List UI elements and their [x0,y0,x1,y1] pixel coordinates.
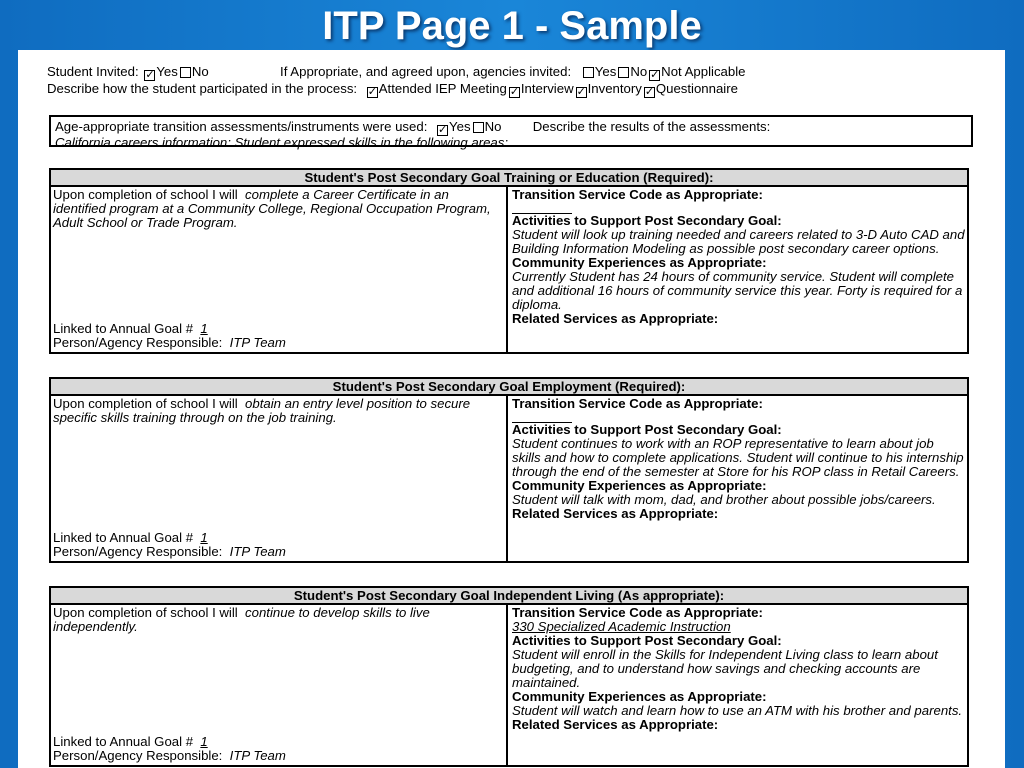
interview-label: Interview [520,81,574,96]
related-label: Related Services as Appropriate: [512,717,719,732]
assessment-describe-label: Describe the results of the assessments: [532,119,771,134]
responsible-label: Person/Agency Responsible: [53,748,223,763]
responsible-label: Person/Agency Responsible: [53,544,223,559]
goal-right-column [510,605,967,733]
agencies-no-checkbox[interactable] [618,67,629,78]
agencies-label: If Appropriate, and agreed upon, agencies invited: [280,64,572,79]
community-text: Student will talk with mom, dad, and brother about possible jobs/careers. [512,492,936,507]
related-label: Related Services as Appropriate: [512,506,719,521]
goal-training-section [49,168,969,354]
goal-left-column [51,605,508,765]
community-label: Community Experiences as Appropriate: [512,689,767,704]
agencies-na-checkbox[interactable]: ✓ [650,69,660,81]
tsc-label: Transition Service Code as Appropriate: [512,605,763,620]
agencies-na-label: Not Applicable [661,64,746,79]
goal-header: Student's Post Secondary Goal Training or Education (Required): [51,170,967,187]
responsible-label: Person/Agency Responsible: [53,335,223,350]
goal-text: obtain an entry level position to secure specific skills training through on the job training. [53,396,471,425]
linked-goal-label: Linked to Annual Goal # [53,321,194,336]
activities-label: Activities to Support Post Secondary Goal: [512,422,782,437]
invited-yes-checkbox[interactable]: ✓ [145,69,155,81]
interview-checkbox[interactable]: ✓ [509,86,520,98]
questionnaire-label: Questionnaire [655,81,738,96]
assessment-yes-checkbox[interactable]: ✓ [438,124,448,136]
attended-checkbox[interactable]: ✓ [367,86,377,98]
attended-label: Attended IEP Meeting [378,81,507,96]
inventory-checkbox[interactable]: ✓ [576,86,586,98]
participation-line [47,82,738,98]
linked-goal-label: Linked to Annual Goal # [53,530,194,545]
goal-employment-section [49,377,969,563]
completion-prefix: Upon completion of school I will [53,605,238,620]
linked-goal-value: 1 [200,321,208,336]
invited-no-checkbox[interactable] [180,67,191,78]
goal-text: complete a Career Certificate in an identified program at a Community College, Regional Occupation Program, Adult School or Trade Program. [53,187,491,230]
assessment-result: California careers information: Student expressed skills in the following areas: [55,135,508,150]
related-label: Related Services as Appropriate: [512,311,719,326]
tsc-value: 330 Specialized Academic Instruction [512,619,731,634]
agencies-yes-checkbox[interactable] [583,67,594,78]
responsible-value: ITP Team [229,335,286,350]
goal-header: Student's Post Secondary Goal Independent Living (As appropriate): [51,588,967,605]
assessment-yes-label: Yes [449,119,471,134]
agencies-yes-label: Yes [594,64,617,79]
activities-label: Activities to Support Post Secondary Goal: [512,633,782,648]
student-invited-label: Student Invited: [47,64,139,79]
community-text: Currently Student has 24 hours of community service. Student will complete and additional 16 hours of community service this year. Forty is required for a diploma. [512,269,963,312]
activities-text: Student will enroll in the Skills for Independent Living class to learn about budgeting, and to understand how savings and checking accounts are maintained. [512,647,938,690]
responsible-value: ITP Team [229,544,286,559]
assessment-no-checkbox[interactable] [473,122,484,133]
slide-title: ITP Page 1 - Sample [322,4,702,48]
activities-text: Student will look up training needed and careers related to 3-D Auto CAD and Building Information Modeling as possible post secondary career options. [512,227,965,256]
student-invited-line [47,65,745,81]
tsc-label: Transition Service Code as Appropriate: [512,187,763,202]
participation-label: Describe how the student participated in the process: [47,81,358,96]
goal-text: continue to develop skills to live independently. [53,605,430,634]
assessment-no-label: No [484,119,502,134]
inventory-label: Inventory [587,81,642,96]
goal-right-column [510,396,967,522]
assessment-label: Age-appropriate transition assessments/instruments were used: [55,119,428,134]
assessment-box [49,115,973,150]
goal-left-column [51,396,508,561]
goal-right-column [510,187,967,327]
activities-label: Activities to Support Post Secondary Goal: [512,213,782,228]
linked-goal-label: Linked to Annual Goal # [53,734,194,749]
goal-independent-living-section [49,586,969,767]
community-label: Community Experiences as Appropriate: [512,255,767,270]
invited-yes-label: Yes [156,64,178,79]
questionnaire-checkbox[interactable]: ✓ [644,86,655,98]
goal-left-column [51,187,508,352]
agencies-no-label: No [630,64,648,79]
itp-document [18,50,1005,768]
linked-goal-value: 1 [200,530,208,545]
responsible-value: ITP Team [229,748,286,763]
linked-goal-value: 1 [200,734,208,749]
invited-no-label: No [191,64,209,79]
tsc-label: Transition Service Code as Appropriate: [512,396,763,411]
community-label: Community Experiences as Appropriate: [512,478,767,493]
completion-prefix: Upon completion of school I will [53,187,238,202]
goal-header: Student's Post Secondary Goal Employment (Required): [51,379,967,396]
community-text: Student will watch and learn how to use an ATM with his brother and parents. [512,703,963,718]
activities-text: Student continues to work with an ROP representative to learn about job skills and how to complete applications. Student will continue to his internship through the end of the semester at Store for his ROP class in Retail Careers. [512,436,964,479]
completion-prefix: Upon completion of school I will [53,396,238,411]
